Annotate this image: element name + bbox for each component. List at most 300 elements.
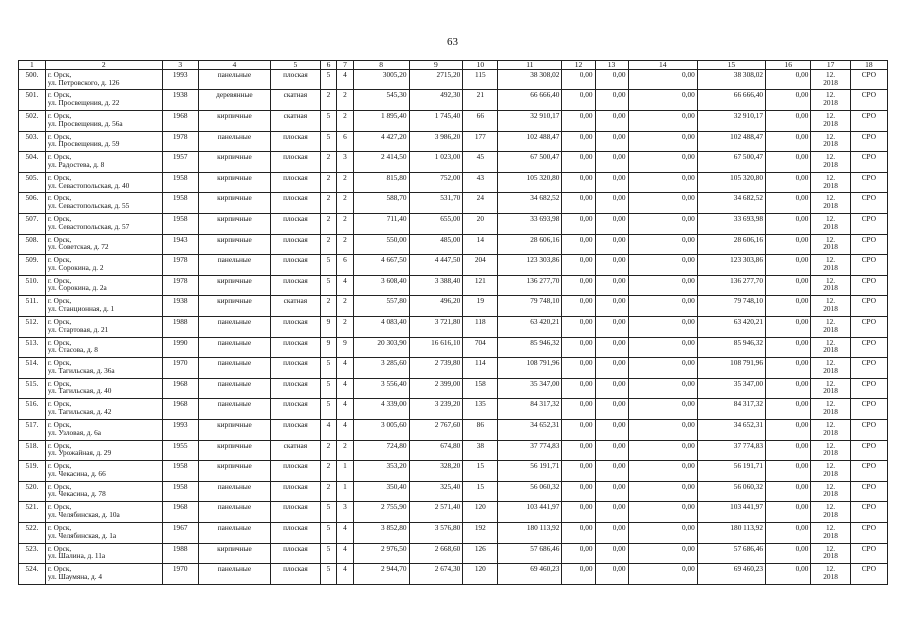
- floors-cell: 2: [320, 172, 337, 193]
- address-city: г. Орск,: [47, 255, 72, 265]
- column-number-5: 5: [271, 61, 321, 70]
- col12-cell: 0,00: [562, 419, 595, 440]
- build-year-cell: 1968: [162, 378, 198, 399]
- col14-cell: 0,00: [628, 564, 697, 585]
- deadline-month: 12.: [826, 399, 836, 409]
- col13-cell: 0,00: [595, 193, 628, 214]
- method-cell: СРО: [850, 234, 887, 255]
- build-year-cell: 1938: [162, 90, 198, 111]
- wall-material-cell: кирпичные: [198, 234, 270, 255]
- col16-cell: 0,00: [765, 131, 810, 152]
- wall-material-cell: кирпичные: [198, 440, 270, 461]
- address-city: г. Орск,: [47, 275, 72, 285]
- deadline-month: 12.: [826, 337, 836, 347]
- total-cost-cell: 85 946,32: [498, 337, 562, 358]
- residents-cell: 177: [463, 131, 498, 152]
- col16-cell: 0,00: [765, 358, 810, 379]
- floors-cell: 2: [320, 234, 337, 255]
- deadline-cell: [811, 131, 850, 152]
- table-row: [19, 481, 888, 502]
- col13-cell: 0,00: [595, 255, 628, 276]
- address-city: г. Орск,: [47, 419, 72, 429]
- living-area-cell: 492,30: [409, 90, 463, 111]
- deadline-year: 2018: [823, 386, 838, 396]
- deadline-year: 2018: [823, 365, 838, 375]
- housing-register-table: [18, 60, 888, 585]
- address-street: ул. Стасова, д. 8: [47, 345, 98, 355]
- table-row: [19, 152, 888, 173]
- wall-material-cell: кирпичные: [198, 152, 270, 173]
- table-row: [19, 419, 888, 440]
- deadline-cell: [811, 275, 850, 296]
- deadline-month: 12.: [826, 543, 836, 553]
- living-area-cell: 2 674,30: [409, 564, 463, 585]
- deadline-cell: [811, 193, 850, 214]
- table-row: [19, 234, 888, 255]
- address-city: г. Орск,: [47, 296, 72, 306]
- column-number-2: 2: [45, 61, 162, 70]
- deadline-year: 2018: [823, 159, 838, 169]
- residents-cell: 66: [463, 111, 498, 132]
- floors-cell: 2: [320, 90, 337, 111]
- deadline-cell: [811, 358, 850, 379]
- table-row: [19, 275, 888, 296]
- entrances-cell: 6: [337, 255, 354, 276]
- floors-cell: 9: [320, 337, 337, 358]
- build-year-cell: 1993: [162, 419, 198, 440]
- deadline-month: 12.: [826, 172, 836, 182]
- living-area-cell: 2 571,40: [409, 502, 463, 523]
- col13-cell: 0,00: [595, 296, 628, 317]
- build-year-cell: 1958: [162, 481, 198, 502]
- address-street: ул. Тагильская, д. 36а: [47, 365, 115, 375]
- total-cost-cell: 63 420,21: [498, 317, 562, 338]
- build-year-cell: 1988: [162, 543, 198, 564]
- column-number-row: [19, 61, 888, 70]
- method-cell: СРО: [850, 543, 887, 564]
- col14-cell: 0,00: [628, 111, 697, 132]
- deadline-year: 2018: [823, 304, 838, 314]
- method-cell: СРО: [850, 502, 887, 523]
- address-cell: [45, 481, 162, 502]
- table-row: [19, 111, 888, 132]
- row-number: 501.: [19, 90, 46, 111]
- address-city: г. Орск,: [47, 234, 72, 244]
- address-street: ул. Чекасина, д. 78: [47, 489, 106, 499]
- fund-cost-cell: 102 488,47: [697, 131, 765, 152]
- row-number: 514.: [19, 358, 46, 379]
- col16-cell: 0,00: [765, 90, 810, 111]
- deadline-year: 2018: [823, 324, 838, 334]
- entrances-cell: 4: [337, 399, 354, 420]
- total-area-cell: 2 976,50: [353, 543, 409, 564]
- row-number: 503.: [19, 131, 46, 152]
- col16-cell: 0,00: [765, 543, 810, 564]
- total-cost-cell: 180 113,92: [498, 522, 562, 543]
- table-row: [19, 440, 888, 461]
- fund-cost-cell: 56 191,71: [697, 461, 765, 482]
- living-area-cell: 3 986,20: [409, 131, 463, 152]
- living-area-cell: 531,70: [409, 193, 463, 214]
- roof-type-cell: плоская: [271, 461, 321, 482]
- address-street: ул. Радостева, д. 8: [47, 159, 105, 169]
- floors-cell: 5: [320, 543, 337, 564]
- deadline-month: 12.: [826, 317, 836, 326]
- deadline-cell: [811, 564, 850, 585]
- col14-cell: 0,00: [628, 337, 697, 358]
- residents-cell: 20: [463, 214, 498, 235]
- col13-cell: 0,00: [595, 172, 628, 193]
- build-year-cell: 1958: [162, 214, 198, 235]
- residents-cell: 158: [463, 378, 498, 399]
- col12-cell: 0,00: [562, 90, 595, 111]
- deadline-year: 2018: [823, 551, 838, 561]
- table-row: [19, 337, 888, 358]
- roof-type-cell: плоская: [271, 275, 321, 296]
- fund-cost-cell: 56 060,32: [697, 481, 765, 502]
- row-number: 508.: [19, 234, 46, 255]
- address-cell: [45, 440, 162, 461]
- col16-cell: 0,00: [765, 111, 810, 132]
- address-cell: [45, 337, 162, 358]
- col14-cell: 0,00: [628, 543, 697, 564]
- table-row: [19, 172, 888, 193]
- table-row: [19, 214, 888, 235]
- address-city: г. Орск,: [47, 172, 72, 182]
- residents-cell: 45: [463, 152, 498, 173]
- residents-cell: 115: [463, 69, 498, 90]
- fund-cost-cell: 34 652,31: [697, 419, 765, 440]
- col13-cell: 0,00: [595, 481, 628, 502]
- build-year-cell: 1943: [162, 234, 198, 255]
- col14-cell: 0,00: [628, 317, 697, 338]
- row-number: 507.: [19, 214, 46, 235]
- build-year-cell: 1958: [162, 461, 198, 482]
- total-area-cell: 3 608,40: [353, 275, 409, 296]
- address-city: г. Орск,: [47, 481, 72, 491]
- row-number: 513.: [19, 337, 46, 358]
- total-area-cell: 20 303,90: [353, 337, 409, 358]
- floors-cell: 4: [320, 419, 337, 440]
- build-year-cell: 1958: [162, 193, 198, 214]
- total-cost-cell: 32 910,17: [498, 111, 562, 132]
- deadline-month: 12.: [826, 502, 836, 512]
- address-street: ул. Севастопольская, д. 55: [47, 201, 130, 211]
- address-cell: [45, 564, 162, 585]
- deadline-month: 12.: [826, 358, 836, 368]
- address-city: г. Орск,: [47, 358, 72, 368]
- residents-cell: 43: [463, 172, 498, 193]
- total-cost-cell: 108 791,96: [498, 358, 562, 379]
- method-cell: СРО: [850, 111, 887, 132]
- floors-cell: 5: [320, 111, 337, 132]
- deadline-year: 2018: [823, 489, 838, 499]
- col16-cell: 0,00: [765, 214, 810, 235]
- wall-material-cell: панельные: [198, 378, 270, 399]
- deadline-month: 12.: [826, 193, 836, 203]
- floors-cell: 5: [320, 399, 337, 420]
- address-city: г. Орск,: [47, 543, 72, 553]
- total-area-cell: 2 755,90: [353, 502, 409, 523]
- wall-material-cell: панельные: [198, 481, 270, 502]
- address-cell: [45, 522, 162, 543]
- col14-cell: 0,00: [628, 296, 697, 317]
- deadline-cell: [811, 111, 850, 132]
- floors-cell: 2: [320, 461, 337, 482]
- deadline-month: 12.: [826, 419, 836, 429]
- roof-type-cell: плоская: [271, 69, 321, 90]
- deadline-month: 12.: [826, 481, 836, 491]
- build-year-cell: 1967: [162, 522, 198, 543]
- address-city: г. Орск,: [47, 131, 72, 141]
- residents-cell: 15: [463, 461, 498, 482]
- table-row: [19, 378, 888, 399]
- method-cell: СРО: [850, 296, 887, 317]
- total-cost-cell: 56 060,32: [498, 481, 562, 502]
- address-cell: [45, 296, 162, 317]
- method-cell: СРО: [850, 564, 887, 585]
- living-area-cell: 1 745,40: [409, 111, 463, 132]
- total-area-cell: 3 852,80: [353, 522, 409, 543]
- address-city: г. Орск,: [47, 214, 72, 224]
- address-street: ул. Урожайная, д. 29: [47, 448, 112, 458]
- col16-cell: 0,00: [765, 522, 810, 543]
- fund-cost-cell: 63 420,21: [697, 317, 765, 338]
- floors-cell: 2: [320, 481, 337, 502]
- column-number-1: 1: [19, 61, 46, 70]
- col12-cell: 0,00: [562, 564, 595, 585]
- deadline-month: 12.: [826, 296, 836, 306]
- deadline-year: 2018: [823, 262, 838, 272]
- address-street: ул. Челябинская, д. 1а: [47, 530, 117, 540]
- roof-type-cell: плоская: [271, 255, 321, 276]
- col13-cell: 0,00: [595, 564, 628, 585]
- col12-cell: 0,00: [562, 481, 595, 502]
- col14-cell: 0,00: [628, 234, 697, 255]
- total-area-cell: 2 944,70: [353, 564, 409, 585]
- col12-cell: 0,00: [562, 378, 595, 399]
- floors-cell: 5: [320, 502, 337, 523]
- entrances-cell: 2: [337, 234, 354, 255]
- fund-cost-cell: 35 347,00: [697, 378, 765, 399]
- fund-cost-cell: 67 500,47: [697, 152, 765, 173]
- entrances-cell: 6: [337, 131, 354, 152]
- address-city: г. Орск,: [47, 564, 72, 574]
- total-area-cell: 545,30: [353, 90, 409, 111]
- page-number: 63: [447, 36, 458, 48]
- total-cost-cell: 66 666,40: [498, 90, 562, 111]
- wall-material-cell: панельные: [198, 522, 270, 543]
- method-cell: СРО: [850, 275, 887, 296]
- address-street: ул. Шалина, д. 11а: [47, 551, 106, 561]
- deadline-year: 2018: [823, 530, 838, 540]
- deadline-year: 2018: [823, 468, 838, 478]
- build-year-cell: 1957: [162, 152, 198, 173]
- living-area-cell: 674,80: [409, 440, 463, 461]
- col13-cell: 0,00: [595, 111, 628, 132]
- deadline-cell: [811, 214, 850, 235]
- fund-cost-cell: 85 946,32: [697, 337, 765, 358]
- col14-cell: 0,00: [628, 255, 697, 276]
- living-area-cell: 3 721,80: [409, 317, 463, 338]
- address-street: ул. Советская, д. 72: [47, 242, 109, 252]
- total-area-cell: 815,80: [353, 172, 409, 193]
- deadline-cell: [811, 296, 850, 317]
- residents-cell: 15: [463, 481, 498, 502]
- wall-material-cell: кирпичные: [198, 296, 270, 317]
- deadline-cell: [811, 399, 850, 420]
- row-number: 500.: [19, 69, 46, 90]
- row-number: 509.: [19, 255, 46, 276]
- address-city: г. Орск,: [47, 522, 72, 532]
- col12-cell: 0,00: [562, 234, 595, 255]
- address-city: г. Орск,: [47, 111, 72, 121]
- total-area-cell: 3 005,60: [353, 419, 409, 440]
- residents-cell: 38: [463, 440, 498, 461]
- deadline-year: 2018: [823, 283, 838, 293]
- address-city: г. Орск,: [47, 461, 72, 471]
- deadline-year: 2018: [823, 201, 838, 211]
- col12-cell: 0,00: [562, 543, 595, 564]
- living-area-cell: 1 023,00: [409, 152, 463, 173]
- deadline-cell: [811, 522, 850, 543]
- address-street: ул. Севастопольская, д. 57: [47, 221, 130, 231]
- deadline-cell: [811, 419, 850, 440]
- build-year-cell: 1978: [162, 275, 198, 296]
- col12-cell: 0,00: [562, 255, 595, 276]
- total-cost-cell: 105 320,80: [498, 172, 562, 193]
- table-row: [19, 193, 888, 214]
- row-number: 518.: [19, 440, 46, 461]
- col16-cell: 0,00: [765, 234, 810, 255]
- fund-cost-cell: 38 308,02: [697, 69, 765, 90]
- wall-material-cell: панельные: [198, 358, 270, 379]
- method-cell: СРО: [850, 337, 887, 358]
- roof-type-cell: плоская: [271, 399, 321, 420]
- living-area-cell: 655,00: [409, 214, 463, 235]
- column-number-17: 17: [811, 61, 850, 70]
- col13-cell: 0,00: [595, 522, 628, 543]
- fund-cost-cell: 136 277,70: [697, 275, 765, 296]
- deadline-cell: [811, 69, 850, 90]
- col12-cell: 0,00: [562, 172, 595, 193]
- total-cost-cell: 123 303,86: [498, 255, 562, 276]
- total-area-cell: 4 667,50: [353, 255, 409, 276]
- roof-type-cell: скатная: [271, 296, 321, 317]
- roof-type-cell: плоская: [271, 378, 321, 399]
- column-number-14: 14: [628, 61, 697, 70]
- floors-cell: 5: [320, 522, 337, 543]
- total-cost-cell: 79 748,10: [498, 296, 562, 317]
- method-cell: СРО: [850, 378, 887, 399]
- col13-cell: 0,00: [595, 90, 628, 111]
- total-area-cell: 4 339,00: [353, 399, 409, 420]
- column-number-18: 18: [850, 61, 887, 70]
- wall-material-cell: кирпичные: [198, 193, 270, 214]
- row-number: 521.: [19, 502, 46, 523]
- deadline-year: 2018: [823, 427, 838, 437]
- column-number-9: 9: [409, 61, 463, 70]
- address-city: г. Орск,: [47, 337, 72, 347]
- fund-cost-cell: 33 693,98: [697, 214, 765, 235]
- living-area-cell: 4 447,50: [409, 255, 463, 276]
- address-cell: [45, 275, 162, 296]
- col13-cell: 0,00: [595, 214, 628, 235]
- wall-material-cell: кирпичные: [198, 172, 270, 193]
- table-row: [19, 564, 888, 585]
- entrances-cell: 1: [337, 461, 354, 482]
- col13-cell: 0,00: [595, 358, 628, 379]
- total-cost-cell: 102 488,47: [498, 131, 562, 152]
- address-cell: [45, 378, 162, 399]
- deadline-cell: [811, 440, 850, 461]
- roof-type-cell: плоская: [271, 564, 321, 585]
- fund-cost-cell: 57 686,46: [697, 543, 765, 564]
- total-area-cell: 3 285,60: [353, 358, 409, 379]
- deadline-month: 12.: [826, 90, 836, 100]
- method-cell: СРО: [850, 214, 887, 235]
- address-cell: [45, 193, 162, 214]
- method-cell: СРО: [850, 461, 887, 482]
- fund-cost-cell: 34 682,52: [697, 193, 765, 214]
- fund-cost-cell: 79 748,10: [697, 296, 765, 317]
- entrances-cell: 4: [337, 358, 354, 379]
- deadline-month: 12.: [826, 440, 836, 450]
- address-cell: [45, 317, 162, 338]
- entrances-cell: 4: [337, 419, 354, 440]
- fund-cost-cell: 32 910,17: [697, 111, 765, 132]
- total-area-cell: 3005,20: [353, 69, 409, 90]
- col12-cell: 0,00: [562, 461, 595, 482]
- build-year-cell: 1955: [162, 440, 198, 461]
- living-area-cell: 2 668,60: [409, 543, 463, 564]
- address-cell: [45, 419, 162, 440]
- wall-material-cell: деревянные: [198, 90, 270, 111]
- row-number: 519.: [19, 461, 46, 482]
- deadline-month: 12.: [826, 131, 836, 141]
- col12-cell: 0,00: [562, 69, 595, 90]
- fund-cost-cell: 28 606,16: [697, 234, 765, 255]
- build-year-cell: 1938: [162, 296, 198, 317]
- living-area-cell: 2 399,00: [409, 378, 463, 399]
- col16-cell: 0,00: [765, 296, 810, 317]
- row-number: 504.: [19, 152, 46, 173]
- column-number-13: 13: [595, 61, 628, 70]
- fund-cost-cell: 180 113,92: [697, 522, 765, 543]
- address-street: ул. Челябинская, д. 10а: [47, 510, 120, 519]
- residents-cell: 86: [463, 419, 498, 440]
- row-number: 516.: [19, 399, 46, 420]
- floors-cell: 5: [320, 255, 337, 276]
- address-city: г. Орск,: [47, 317, 72, 326]
- col13-cell: 0,00: [595, 337, 628, 358]
- method-cell: СРО: [850, 172, 887, 193]
- residents-cell: 126: [463, 543, 498, 564]
- roof-type-cell: плоская: [271, 193, 321, 214]
- deadline-month: 12.: [826, 111, 836, 121]
- deadline-cell: [811, 172, 850, 193]
- living-area-cell: 325,40: [409, 481, 463, 502]
- col13-cell: 0,00: [595, 275, 628, 296]
- living-area-cell: 3 388,40: [409, 275, 463, 296]
- column-number-4: 4: [198, 61, 270, 70]
- address-cell: [45, 111, 162, 132]
- deadline-cell: [811, 337, 850, 358]
- living-area-cell: 3 576,80: [409, 522, 463, 543]
- col12-cell: 0,00: [562, 502, 595, 523]
- address-street: ул. Тагильская, д. 42: [47, 407, 112, 417]
- table-row: [19, 255, 888, 276]
